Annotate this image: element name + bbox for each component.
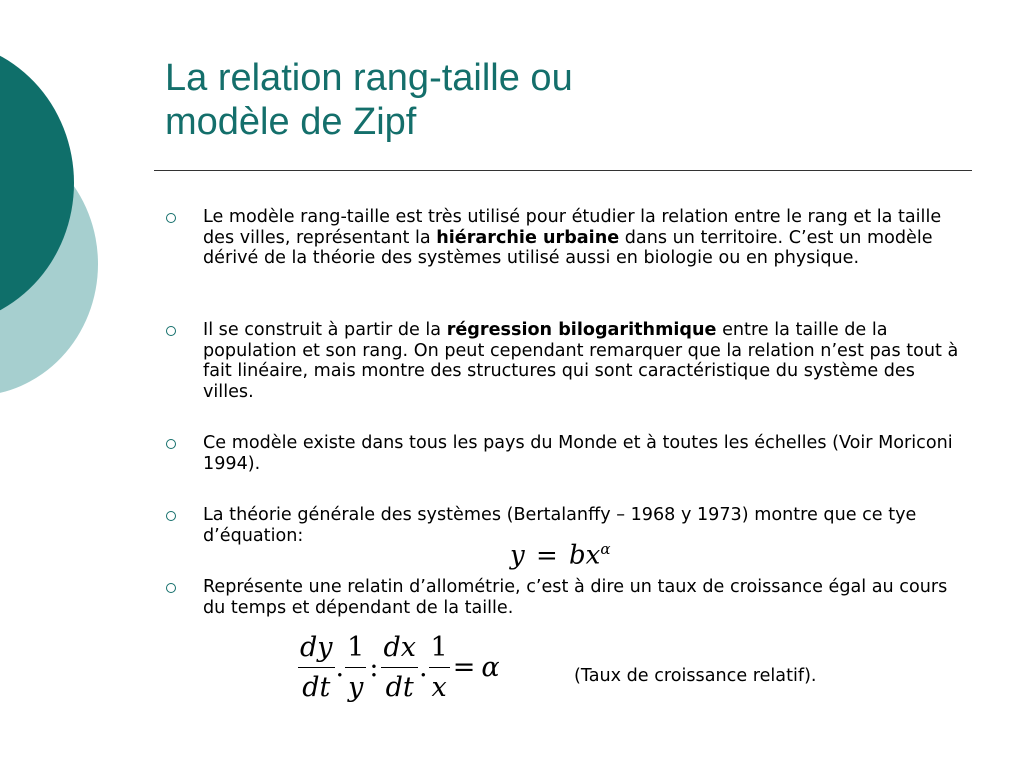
bullet-circle-icon bbox=[166, 439, 176, 449]
bullet-1-bold-term: hiérarchie urbaine bbox=[436, 227, 620, 248]
eq1-bx: bx bbox=[569, 540, 601, 571]
eq2-dot-2: . bbox=[418, 652, 428, 683]
bullet-circle-icon bbox=[166, 326, 176, 336]
title-divider bbox=[154, 170, 972, 171]
bullet-text-1 bbox=[203, 207, 965, 269]
bullet-circle-icon bbox=[166, 583, 176, 593]
eq2-frac4-numerator: 1 bbox=[429, 632, 450, 668]
eq2-fraction-dx-dt bbox=[381, 632, 418, 703]
eq2-frac2-numerator: 1 bbox=[345, 632, 366, 668]
eq2-equals: = bbox=[452, 652, 476, 683]
bullet-text-5 bbox=[203, 577, 965, 618]
slide-title bbox=[165, 56, 573, 144]
bullet-item-2 bbox=[166, 320, 966, 402]
eq2-fraction-1-x bbox=[429, 632, 450, 703]
bullet-2-text-end: entre la taille de la population et son rang. On peut cependant remarquer que la relation n’est pas tout à fait linéaire, mais montre des structures qui sont caractéristique du système des villes. bbox=[203, 320, 959, 402]
bullet-circle-icon bbox=[166, 511, 176, 521]
eq1-equals: = bbox=[535, 540, 558, 571]
eq2-alpha: α bbox=[481, 652, 500, 683]
eq2-frac1-denominator: dt bbox=[302, 672, 331, 703]
bullet-2-text: Il se construit à partir de la bbox=[203, 320, 447, 340]
bullet-text-2 bbox=[203, 320, 965, 402]
bullet-item-3 bbox=[166, 433, 966, 474]
bullet-3-text: Ce modèle existe dans tous les pays du Monde et à toutes les échelles (Voir Moriconi 1994). bbox=[203, 433, 953, 474]
bullet-1-text-end: dans un territoire. C’est un modèle dérivé de la théorie des systèmes utilisé aussi en biologie ou en physique. bbox=[203, 227, 933, 268]
eq2-fraction-dy-dt bbox=[298, 632, 335, 703]
slide-title-line-1: La relation rang-taille ou bbox=[165, 57, 573, 99]
bullet-item-5 bbox=[166, 577, 966, 618]
eq2-frac4-denominator: x bbox=[431, 672, 447, 703]
slide-title-line-2: modèle de Zipf bbox=[165, 101, 417, 143]
eq2-frac3-denominator: dt bbox=[385, 672, 414, 703]
equation-power-law bbox=[510, 540, 610, 571]
equation-note: (Taux de croissance relatif). bbox=[574, 666, 817, 686]
bullet-1-text: Le modèle rang-taille est très utilisé pour étudier la relation entre le rang et la taille des villes, représentant la bbox=[203, 207, 942, 248]
bullet-4-text: La théorie générale des systèmes (Bertalanffy – 1968 y 1973) montre que ce tye d’équation: bbox=[203, 505, 917, 546]
eq2-dot-1: . bbox=[335, 652, 345, 683]
eq2-frac3-numerator: dx bbox=[381, 632, 418, 668]
eq2-frac2-denominator: y bbox=[348, 672, 364, 703]
eq2-frac1-numerator: dy bbox=[298, 632, 335, 668]
equation-relative-growth bbox=[298, 632, 503, 703]
eq2-fraction-1-y bbox=[345, 632, 366, 703]
eq1-y: y bbox=[510, 540, 525, 571]
eq2-colon: : bbox=[369, 652, 379, 683]
bullet-item-1 bbox=[166, 207, 966, 269]
bullet-5-text: Représente une relatin d’allométrie, c’est à dire un taux de croissance égal au cours du temps et dépendant de la taille. bbox=[203, 577, 948, 618]
eq1-exponent-alpha: α bbox=[600, 540, 611, 558]
bullet-2-bold-term: régression bilogarithmique bbox=[446, 320, 717, 340]
bullet-text-3 bbox=[203, 433, 965, 474]
bullet-circle-icon bbox=[166, 213, 176, 223]
